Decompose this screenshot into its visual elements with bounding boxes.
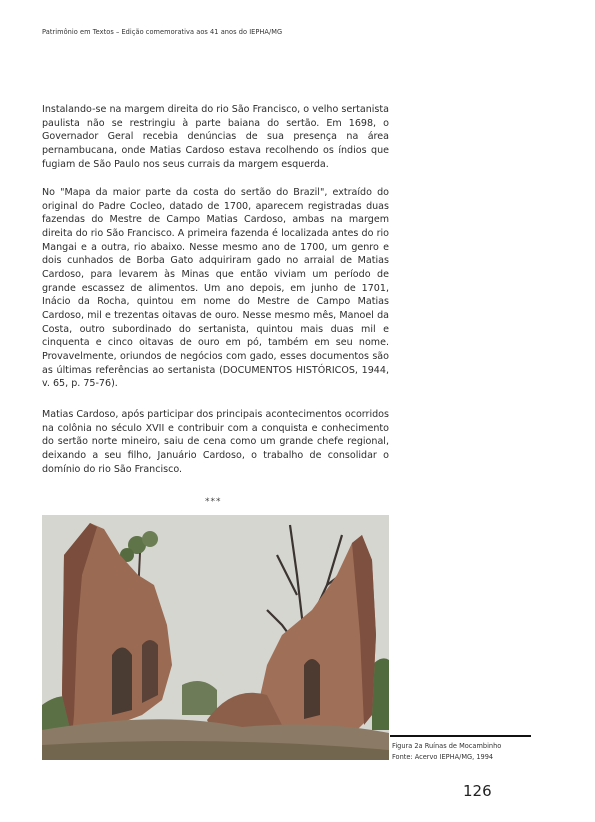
paragraph-2 xyxy=(42,186,389,391)
ruins-illustration xyxy=(42,515,389,760)
ruins-photograph xyxy=(42,515,389,760)
ruin-doorway-left xyxy=(112,648,132,716)
caption-title: Figura 2a Ruínas de Mocambinho xyxy=(392,742,502,750)
bush-center xyxy=(182,681,217,715)
caption-rule xyxy=(390,735,531,737)
caption-source: Fonte: Acervo IEPHA/MG, 1994 xyxy=(392,752,494,761)
bush-right xyxy=(372,658,389,730)
page-number: 126 xyxy=(463,782,492,800)
paragraph-text: Matias Cardoso, após participar dos principais acontecimentos ocorridos na colônia no século XVII e contribuir com a conquista e conhecimento do sertão norte mineiro, saiu de cena como um grande chefe regional, deixando a seu filho, Januário Cardoso, o trabalho de consolidar o domínio do rio São Francisco. xyxy=(42,409,389,475)
paragraph-1 xyxy=(42,103,389,171)
paragraph-3 xyxy=(42,408,389,476)
paragraph-text: No "Mapa da maior parte da costa do sertão do Brazil", extraído do original do Padre Cocleo, datado de 1700, aparecem registradas duas fazendas do Mestre de Campo Matias Cardoso, ambas na margem direita do rio São Francisco. A primeira fazenda é localizada antes do rio Mangai e a outra, rio abaixo. Nesse mesmo ano de 1700, um genro e dois cunhados de Borba Gato adquiriram gado no arraial de Matias Cardoso, para levarem às Minas que então viviam um período de grande escassez de alimentos. Um ano depois, em junho de 1701, Inácio da Rocha, quintou em nome do Mestre de Campo Matias Cardoso, mil e trezentas oitavas de ouro. Nesse mesmo mês, Manoel da Costa, outro subordinado do sertanista, quintou mais duas mil e cinquenta e cinco oitavas de ouro em pó, também em seu nome. Provavelmente, oriundos de negócios com gado, esses documentos são as últimas referências ao sertanista (DOCUMENTOS HISTÓRICOS, 1944, v. 65, p. 75-76). xyxy=(42,187,389,390)
section-separator: *** xyxy=(205,497,222,507)
running-header: Patrimônio em Textos – Edição comemorativa aos 41 anos do IEPHA/MG xyxy=(42,28,283,36)
figure-caption xyxy=(392,741,501,762)
ruin-doorway-right xyxy=(304,659,320,719)
ruin-window-left xyxy=(142,640,158,703)
paragraph-text: Instalando-se na margem direita do rio São Francisco, o velho sertanista paulista não se restringiu à parte baiana do sertão. Em 1698, o Governador Geral recebia denúncias de sua presença na área pernambucana, onde Matias Cardoso estava recolhendo os índios que fugiam de São Paulo nos seus currais da margem esquerda. xyxy=(42,104,389,170)
